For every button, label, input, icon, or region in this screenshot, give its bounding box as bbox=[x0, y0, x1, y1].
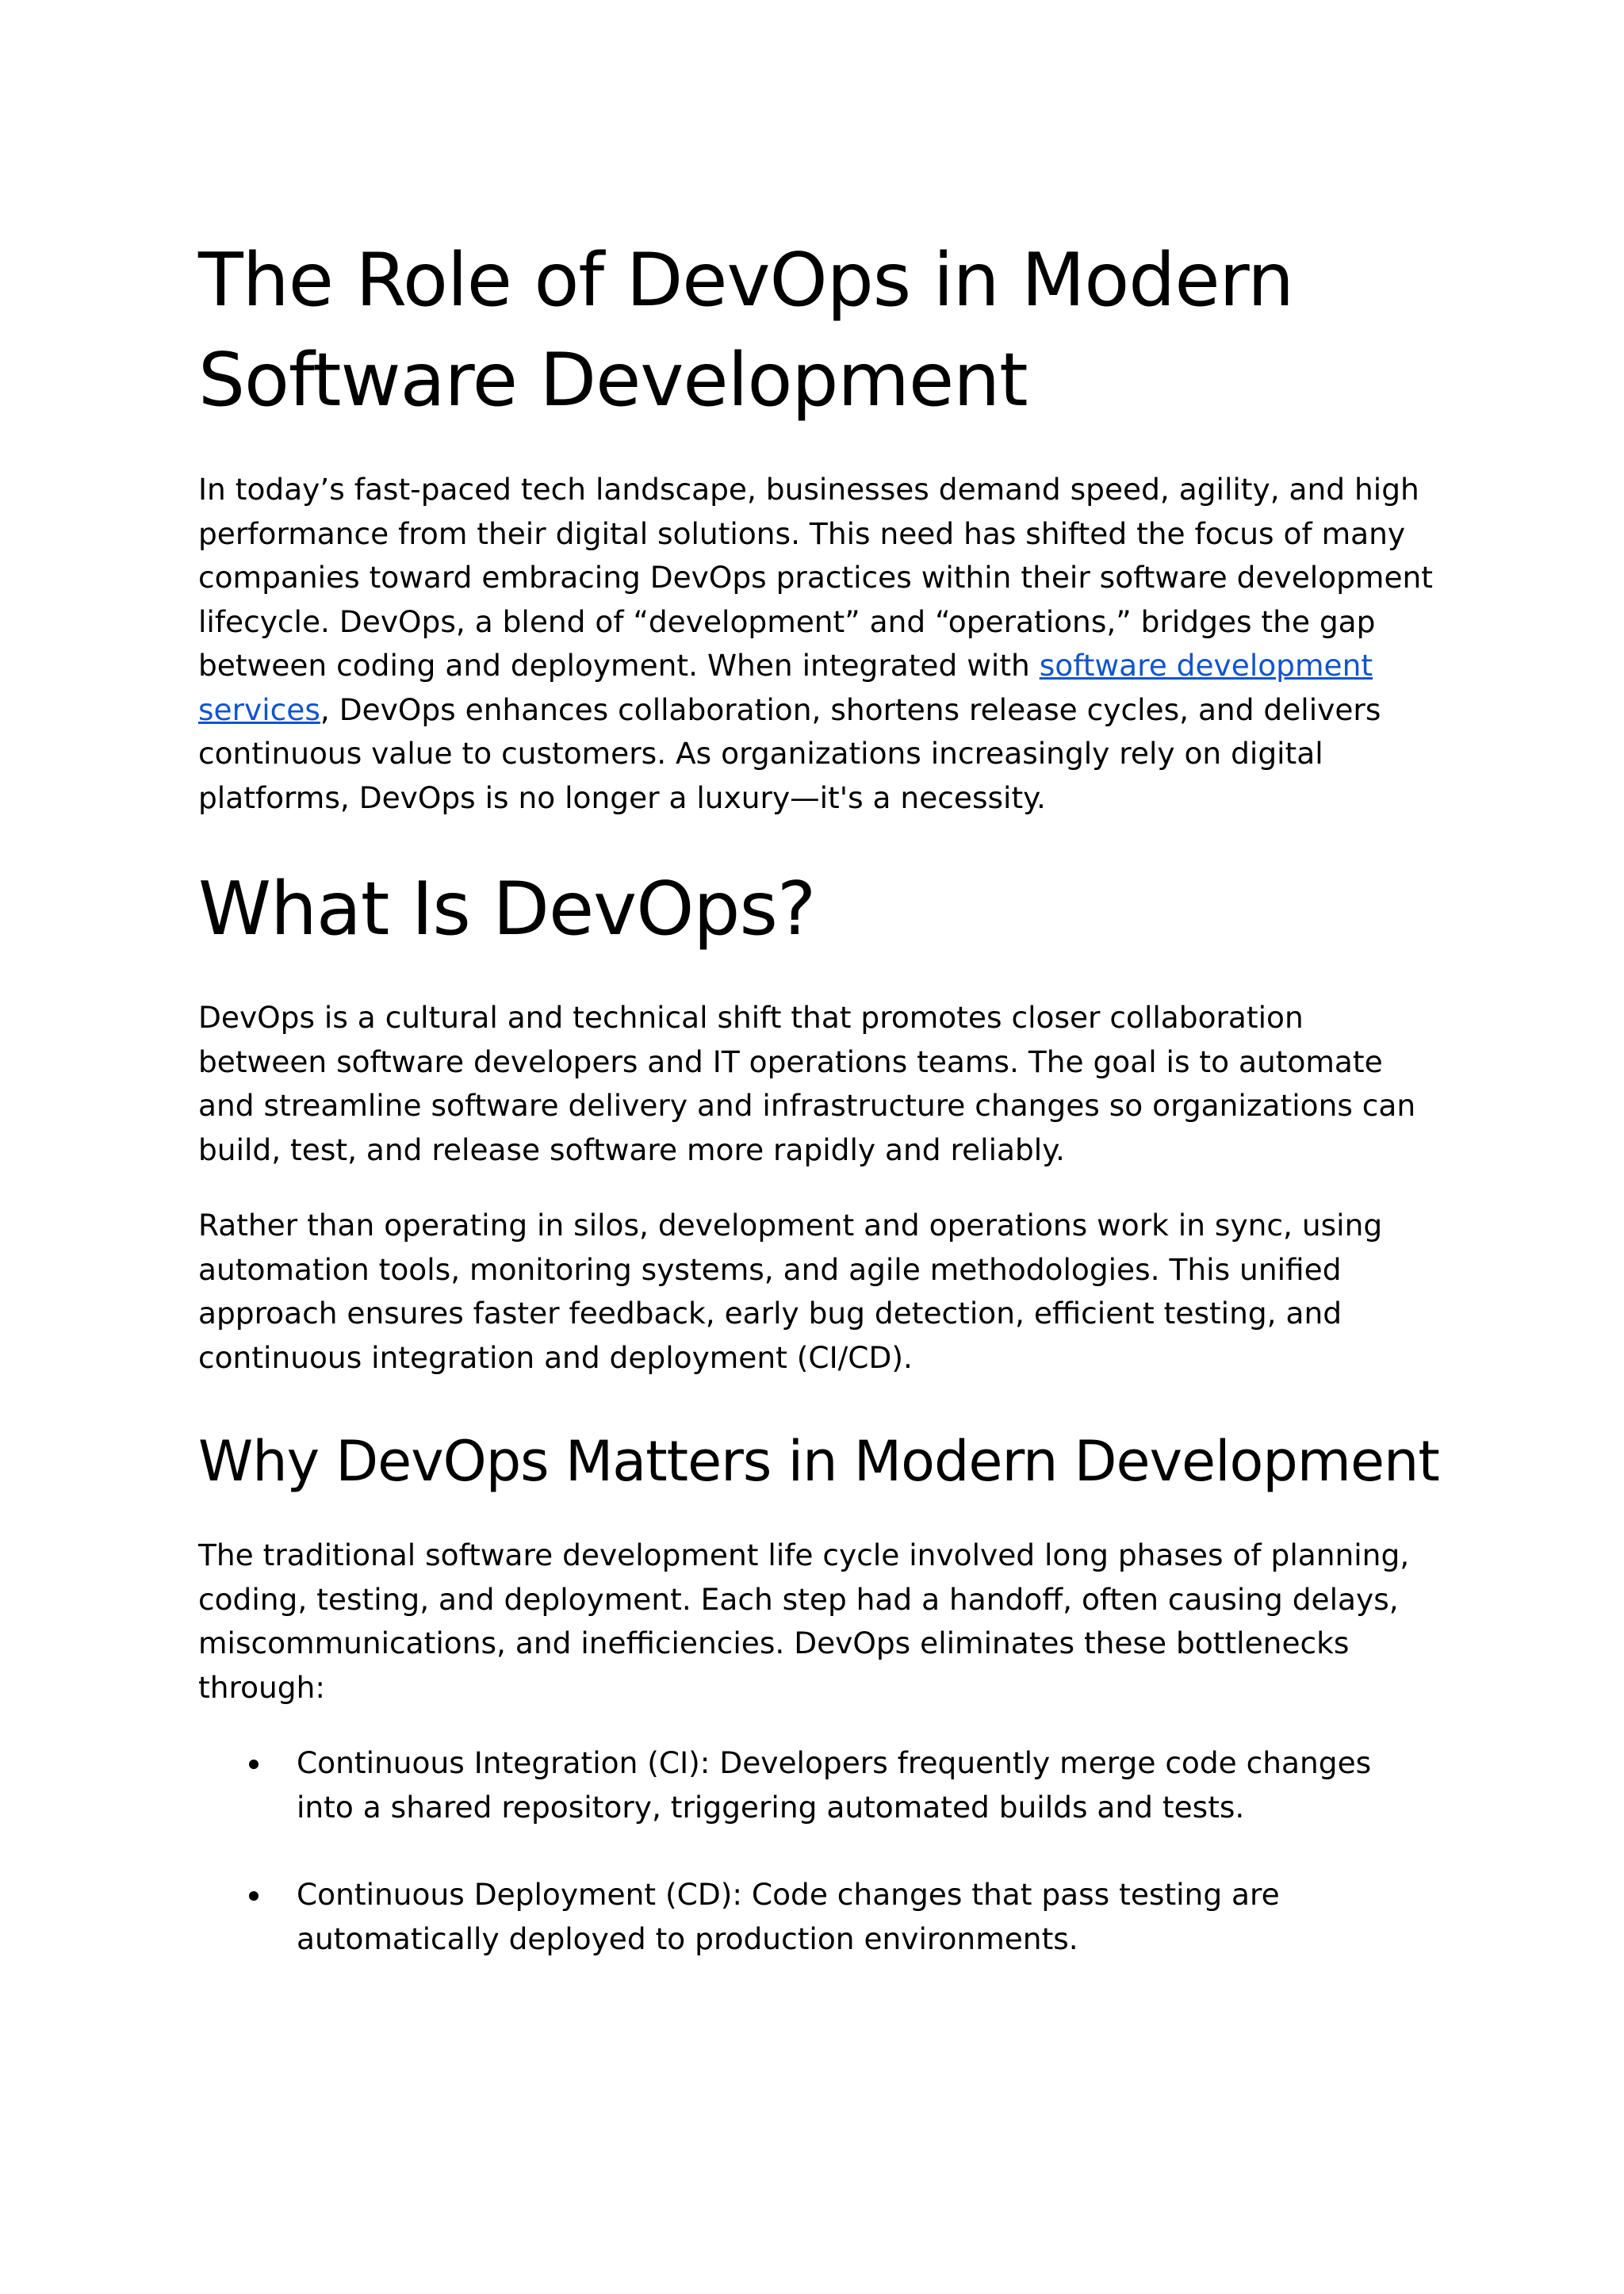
intro-text-end: , DevOps enhances collaboration, shortens release cycles, and delivers continuous value to customers. As organizations increasingly rely on digital platforms, DevOps is no longer a luxury—it's a necessity. bbox=[198, 691, 1381, 815]
software-development-services-link[interactable]: software development services bbox=[198, 648, 1373, 727]
list-item bbox=[198, 1873, 1435, 1961]
heading-what-is-devops: What Is DevOps? bbox=[198, 866, 816, 952]
bullet-icon bbox=[249, 1891, 259, 1901]
intro-text-start: In today’s fast-paced tech landscape, businesses demand speed, agility, and high performance from their digital solutions. This need has shifted the focus of many companies toward embracing DevOps practices within their software development lifecycle. DevOps, a blend of “development” and “operations,” bridges the gap between coding and deployment. When integrated with bbox=[198, 472, 1434, 683]
list-item-text: Continuous Deployment (CD): Code changes that pass testing are automatically deployed to production environments. bbox=[297, 1877, 1280, 1956]
why-paragraph: The traditional software development life cycle involved long phases of planning, coding, testing, and deployment. Each step had a handoff, often causing delays, miscommunications, and inefficiencies. DevOps eliminates these bottlenecks through: bbox=[198, 1538, 1410, 1705]
what-paragraph-1: DevOps is a cultural and technical shift that promotes closer collaboration between software developers and IT operations teams. The goal is to automate and streamline software delivery and infrastructure changes so organizations can build, test, and release software more rapidly and reliably. bbox=[198, 1000, 1416, 1167]
bottleneck-list bbox=[198, 1741, 1435, 2005]
what-paragraph-2: Rather than operating in silos, development and operations work in sync, using automation tools, monitoring systems, and agile methodologies. This unified approach ensures faster feedback, early bug detection, efficient testing, and continuous integration and deployment (CI/CD). bbox=[198, 1208, 1383, 1375]
bullet-icon bbox=[249, 1760, 259, 1769]
heading-why-devops-matters: Why DevOps Matters in Modern Development bbox=[198, 1429, 1439, 1494]
page-title: The Role of DevOps in Modern Software Development bbox=[198, 237, 1294, 423]
intro-paragraph bbox=[198, 468, 1435, 820]
list-item bbox=[198, 1741, 1435, 1829]
list-item-text: Continuous Integration (CI): Developers frequently merge code changes into a shared repository, triggering automated builds and tests. bbox=[297, 1745, 1372, 1825]
